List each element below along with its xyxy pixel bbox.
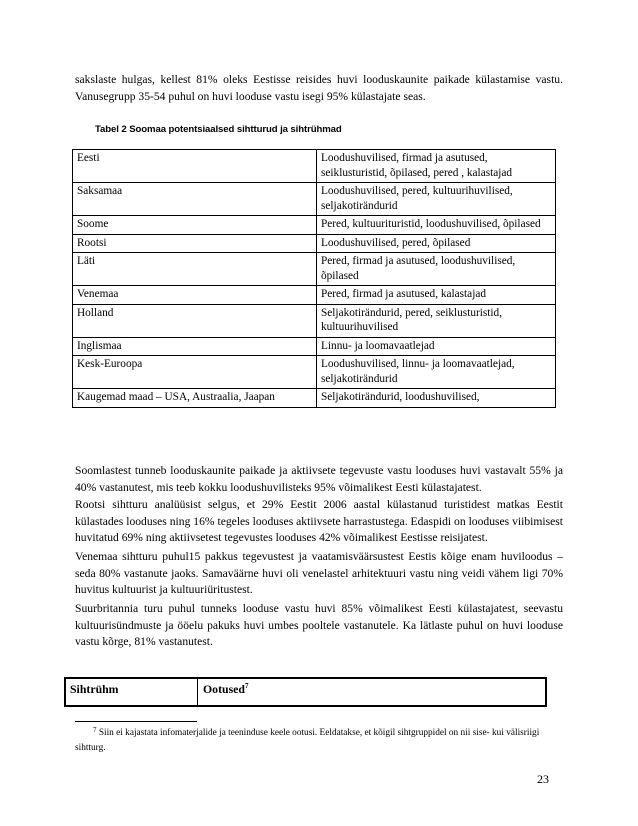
- market-cell: Venemaa: [73, 286, 317, 305]
- table-row: [73, 356, 556, 389]
- market-cell: Läti: [73, 253, 317, 286]
- expectations-table-header-group: Sihtrühm: [66, 679, 198, 705]
- table-row: [73, 389, 556, 408]
- footnote-divider: [75, 721, 197, 722]
- target-groups-cell: Loodushuvilised, pered, õpilased: [317, 234, 556, 253]
- market-cell: Eesti: [73, 150, 317, 183]
- target-groups-cell: Loodushuvilised, firmad ja asutused, seiklusturistid, õpilased, pered , kalastajad: [317, 150, 556, 183]
- footnote-number: 7: [93, 726, 97, 734]
- footnote: [75, 726, 563, 756]
- expectations-table: [64, 677, 547, 707]
- target-markets-table: [72, 149, 556, 408]
- paragraph-russia: Venemaa sihtturu puhul15 pakkus tegevustest ja vaatamisväärsustest Eestis kõige enam huviloodus – seda 80% vastanute jaoks. Samaväärne huvi oli venelastel arhitektuuri vastu ning veidi vähem ligi 70% huvitus kultuurist ja kultuuriüritustest.: [75, 550, 563, 596]
- paragraph-finland: Soomlastest tunneb looduskaunite paikade ja aktiivsete tegevuste vastu looduses huvi vastavalt 55% ja 40% vastanutest, mis teeb kokku loodushuvilisteks 95% võimalikest Eesti külastajatest.: [75, 464, 563, 494]
- target-groups-cell: Loodushuvilised, linnu- ja loomavaatlejad, seljakotirändurid: [317, 356, 556, 389]
- table-row: [73, 253, 556, 286]
- table-caption: Tabel 2 Soomaa potentsiaalsed sihtturud ja sihtrühmad: [95, 124, 342, 135]
- table-row: [73, 150, 556, 183]
- target-groups-cell: Pered, firmad ja asutused, loodushuvilised, õpilased: [317, 253, 556, 286]
- table-row: [73, 234, 556, 253]
- target-groups-cell: Pered, firmad ja asutused, kalastajad: [317, 286, 556, 305]
- market-cell: Kesk-Euroopa: [73, 356, 317, 389]
- market-cell: Saksamaa: [73, 183, 317, 216]
- table-row: [73, 286, 556, 305]
- table-row: [73, 337, 556, 356]
- paragraph-britain: Suurbritannia turu puhul tunneks looduse vastu huvi 85% võimalikest Eesti külastajatest, seevastu kultuurisündmuste ja ööelu pakuks huvi umbes pooltele vastanutele. Ka lätlaste puhul on huvi looduse vastu kõrge, 81% vastanutest.: [75, 602, 563, 648]
- target-groups-cell: Seljakotirändurid, pered, seiklusturistid, kultuurihuvilised: [317, 304, 556, 337]
- paragraph-sweden: Rootsi sihtturu analüüsist selgus, et 29% Eestit 2006 aastal külastanud turistidest matkas Eestit külastades looduses ning 16% tegeles looduses aktiivsete harrastustega. Edaspidi on looduses viibimisest huvitatud 69% ning aktiivsetest tegevustes looduses 42% võimalikest Eestisse reisijatest.: [75, 498, 563, 544]
- table-row: [73, 183, 556, 216]
- market-cell: Soome: [73, 216, 317, 235]
- footnote-text: Siin ei kajastata infomaterjalide ja teeninduse keele ootusi. Eeldatakse, et kõigil sihtgruppidel on nii sise- kui välisriigi sihtturg.: [75, 728, 540, 753]
- target-groups-cell: Loodushuvilised, pered, kultuurihuvilised, seljakotirändurid: [317, 183, 556, 216]
- target-groups-cell: Pered, kultuurituristid, loodushuvilised, õpilased: [317, 216, 556, 235]
- market-cell: Kaugemad maad – USA, Austraalia, Jaapan: [73, 389, 317, 408]
- footnote-ref: 7: [244, 682, 249, 690]
- market-cell: Rootsi: [73, 234, 317, 253]
- intro-paragraph: sakslaste hulgas, kellest 81% oleks Eestisse reisides huvi looduskaunite paikade külastamise vastu. Vanusegrupp 35-54 puhul on huvi looduse vastu isegi 95% külastajate seas.: [75, 73, 563, 103]
- table-row: [73, 304, 556, 337]
- target-groups-cell: Seljakotirändurid, loodushuvilised,: [317, 389, 556, 408]
- target-groups-cell: Linnu- ja loomavaatlejad: [317, 337, 556, 356]
- expectations-table-header-expectations: Ootused$^7$: [203, 682, 249, 696]
- page-number: 23: [537, 772, 549, 786]
- market-cell: Inglismaa: [73, 337, 317, 356]
- market-cell: Holland: [73, 304, 317, 337]
- table-row: [73, 216, 556, 235]
